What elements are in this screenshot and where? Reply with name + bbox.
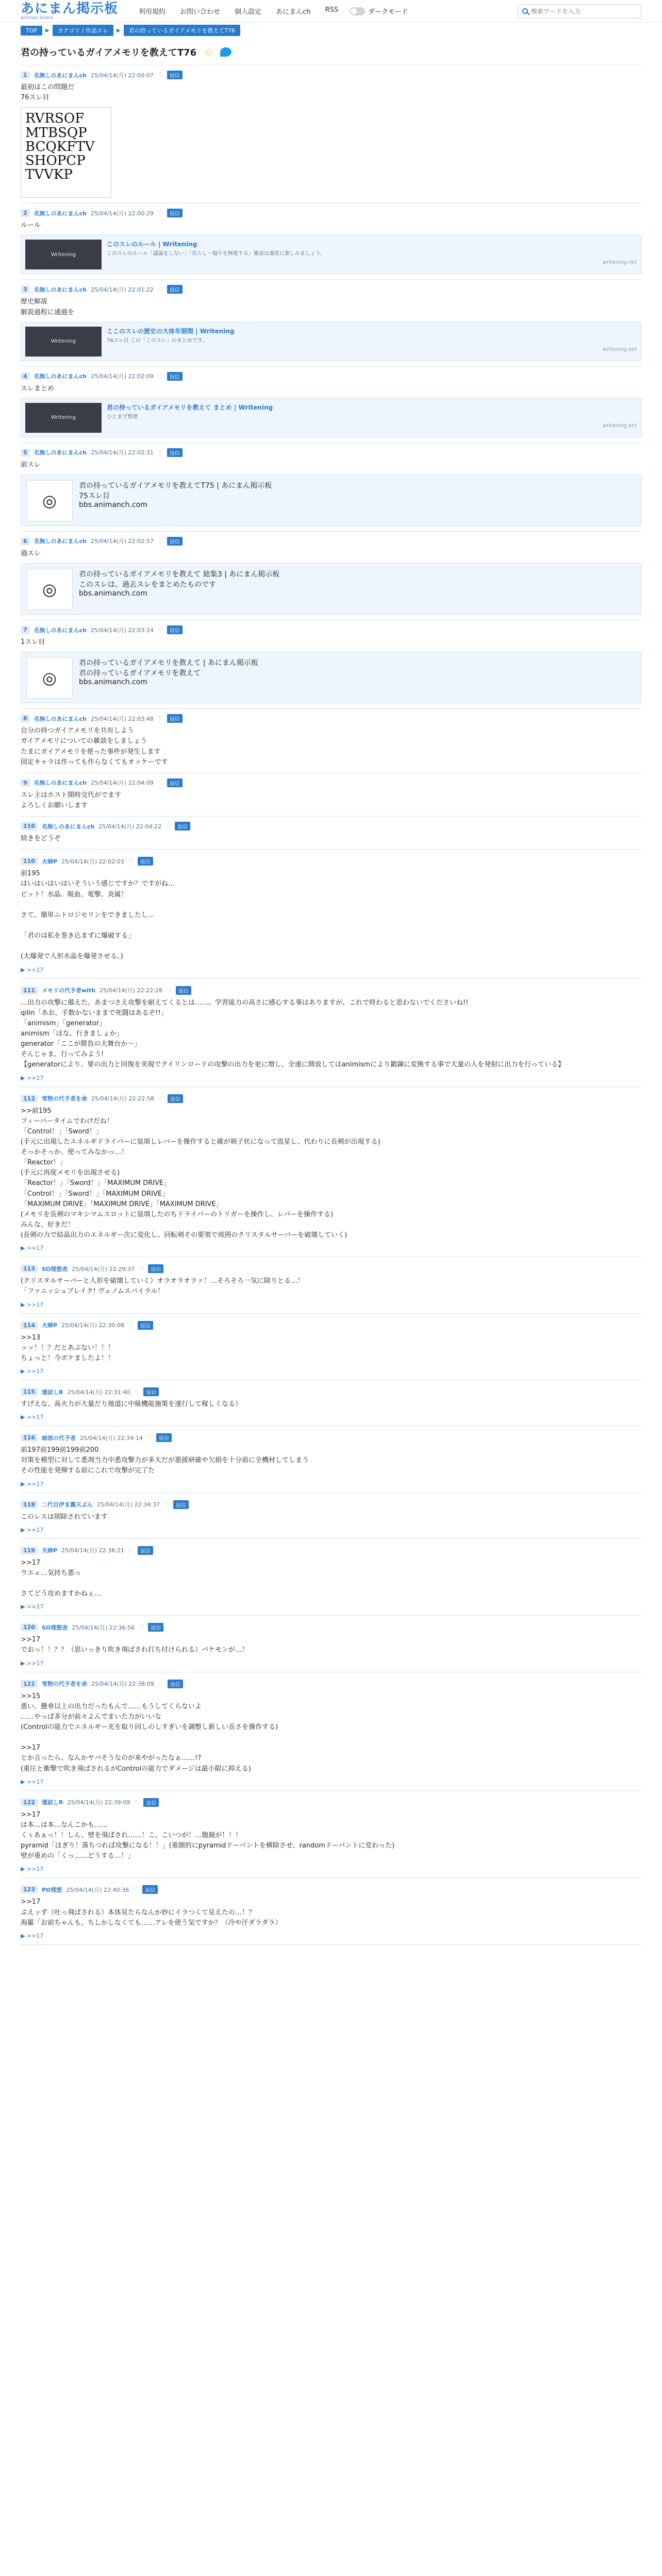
post-body: 前スレ xyxy=(21,461,41,469)
heart-icon[interactable]: ♡ xyxy=(128,1547,134,1554)
post-body: >>17 ウエェ…気持ち悪っ さてどう攻めますかねぇ… xyxy=(21,1558,102,1598)
reply-button[interactable]: 返信 xyxy=(143,1798,159,1807)
top-bar xyxy=(0,0,662,23)
reply-count-link[interactable]: ▶ >>17 xyxy=(21,1526,44,1533)
link-thumbnail: Writening xyxy=(25,240,102,269)
post xyxy=(21,1087,641,1258)
reply-button[interactable]: 返信 xyxy=(167,285,183,294)
post-number[interactable]: 2 xyxy=(21,209,30,217)
post-number[interactable]: 4 xyxy=(21,372,30,380)
post-number[interactable]: 3 xyxy=(21,285,30,293)
post-header xyxy=(21,714,641,723)
reply-count-link[interactable]: ▶ >>17 xyxy=(21,1932,44,1939)
post xyxy=(21,850,641,978)
heart-icon[interactable]: ♡ xyxy=(139,1624,144,1631)
post-date: 25/04/14(月) 22:02:03 xyxy=(61,858,124,865)
post-header xyxy=(21,1431,641,1442)
reply-button[interactable]: 返信 xyxy=(138,1546,153,1555)
post-author: 雪物の代予者を命 xyxy=(41,1095,87,1102)
post xyxy=(21,1672,641,1791)
post xyxy=(21,204,641,280)
post-number[interactable]: 110 xyxy=(21,857,38,865)
post-body: 続きをどうぞ xyxy=(21,835,61,843)
link-card[interactable] xyxy=(21,322,641,361)
post-date: 25/04/14(月) 22:36:21 xyxy=(61,1547,124,1554)
thread-title: 君の持っているガイアメモリを教えてT76 xyxy=(21,47,197,58)
post-header xyxy=(21,1544,641,1555)
post-body: スレ主はホスト開時交代がでます よろしくお願いします xyxy=(21,791,122,809)
reply-count-link[interactable]: ▶ >>17 xyxy=(21,1074,44,1081)
reply-button[interactable]: 返信 xyxy=(143,1387,159,1396)
heart-icon[interactable]: ♡ xyxy=(133,1886,139,1893)
reply-button[interactable]: 返信 xyxy=(156,1433,172,1442)
post-author: 夫婦P xyxy=(41,1322,58,1329)
post-number[interactable]: 123 xyxy=(21,1886,38,1893)
post-date: 25/04/14(月) 22:04:09 xyxy=(91,779,154,787)
reply-count-link[interactable]: ▶ >>17 xyxy=(21,1414,44,1421)
heart-icon[interactable]: ♡ xyxy=(157,210,163,217)
crumb-top[interactable]: TOP xyxy=(21,26,42,36)
post xyxy=(21,1380,641,1426)
link-info xyxy=(79,480,636,520)
reply-count-link[interactable]: ▶ >>17 xyxy=(21,1301,44,1308)
post-header xyxy=(21,1262,641,1273)
post-body: >>17 でおっ！！？？（思いっきり吹き飛ばされ打ち付けられる）バケモンが…！ xyxy=(21,1636,249,1654)
post-date: 25/04/14(月) 22:31:40 xyxy=(67,1388,130,1396)
post-image[interactable]: RVRSOF MTBSQP BCQKFTV SHOPCP TVVKP xyxy=(21,107,111,198)
reply-button[interactable]: 返信 xyxy=(167,209,183,217)
heart-icon[interactable]: ♡ xyxy=(157,537,163,545)
post-number[interactable]: 114 xyxy=(21,1321,38,1329)
post-author: SO理想表 xyxy=(41,1265,68,1273)
post-header xyxy=(21,209,641,217)
reply-count-link[interactable]: ▶ >>17 xyxy=(21,1866,44,1873)
post-date: 25/04/14(月) 22:34:14 xyxy=(79,1434,143,1442)
post xyxy=(21,1539,641,1616)
post-number[interactable]: 1 xyxy=(21,71,30,79)
post-header xyxy=(21,1319,641,1330)
heart-icon[interactable]: ♡ xyxy=(157,715,163,722)
link-site: bbs.animanch.com xyxy=(79,500,147,509)
link-card[interactable] xyxy=(21,474,641,526)
post-body: 歴史解説 解説過程に通過を xyxy=(21,298,75,316)
post-date: 25/04/14(月) 22:02:31 xyxy=(91,449,154,456)
link-site: writening.net xyxy=(602,260,637,266)
reply-count-link[interactable]: ▶ >>17 xyxy=(21,1659,44,1667)
post-number[interactable]: 112 xyxy=(21,1095,38,1103)
post-header xyxy=(21,625,641,634)
link-info xyxy=(107,240,637,269)
link-thumbnail: Writening xyxy=(25,327,102,357)
reply-button[interactable]: 返信 xyxy=(167,448,183,457)
post-header xyxy=(21,1883,641,1894)
post-header xyxy=(21,285,641,294)
post xyxy=(21,620,641,709)
nav-terms[interactable]: 利用規約 xyxy=(139,8,166,16)
reply-button[interactable]: 返信 xyxy=(138,1321,153,1330)
post-header xyxy=(21,822,641,831)
link-site: writening.net xyxy=(602,422,637,429)
main-content xyxy=(0,38,662,1945)
post-date: 25/04/14(月) 22:22:28 xyxy=(100,987,162,994)
link-description: 76スレ目 この「このスレ」のまとめです。 xyxy=(107,337,208,344)
reply-count-link[interactable]: ▶ >>17 xyxy=(21,1778,44,1785)
link-description: このスレのルール「議論をしない」「荒らし・煽りを無視する」雑談は適度に楽しみましょう。 xyxy=(107,251,326,257)
heart-icon[interactable]: ♡ xyxy=(157,626,163,634)
post-number[interactable]: 122 xyxy=(21,1799,38,1806)
post-number[interactable]: 111 xyxy=(21,987,38,994)
link-thumbnail: ◎ xyxy=(26,569,73,610)
heart-icon[interactable]: ♡ xyxy=(128,858,134,865)
reply-button[interactable]: 返信 xyxy=(167,71,183,79)
reply-button[interactable]: 返信 xyxy=(167,537,183,546)
link-site: writening.net xyxy=(602,346,637,352)
post-header xyxy=(21,372,641,381)
link-description: 君の持っているガイアメモリを教えて xyxy=(79,669,201,678)
nav-rss[interactable]: RSS xyxy=(325,6,338,14)
post-header xyxy=(21,1677,641,1688)
post xyxy=(21,817,641,850)
post xyxy=(21,65,641,204)
post-author: PO理想 xyxy=(41,1886,62,1893)
post xyxy=(21,280,641,366)
post-author: 名無しのあにまんch xyxy=(34,538,87,545)
post-author: 暗部の代予者 xyxy=(41,1434,76,1442)
reply-count-link[interactable]: ▶ >>17 xyxy=(21,1480,44,1487)
post xyxy=(21,1426,641,1493)
post-date: 25/04/14(月) 22:40:36 xyxy=(66,1886,129,1893)
thread-title-row xyxy=(21,38,641,65)
post-header xyxy=(21,855,641,866)
post-header xyxy=(21,1092,641,1103)
dark-mode-toggle[interactable] xyxy=(350,6,408,16)
post-date: 25/04/14(月) 22:00:07 xyxy=(91,72,154,79)
post-author: 名無しのあにまんch xyxy=(34,373,87,380)
heart-icon[interactable]: ♡ xyxy=(157,372,163,380)
post-number[interactable]: 9 xyxy=(21,779,30,787)
heart-icon[interactable]: ♡ xyxy=(134,1799,140,1806)
link-description: ひとまず整理 xyxy=(107,414,138,420)
link-description: 75スレ目 xyxy=(79,492,110,500)
post-author: 名無しのあにまんch xyxy=(41,823,95,830)
post xyxy=(21,709,641,773)
post-header xyxy=(21,448,641,457)
post-header xyxy=(21,537,641,546)
post-body: >>15 悪い、懸垂以上の出力だったもんで……もうしてくらないよ ……やっぱ多分が前々よんでまいた力がいいな (Controlの能力でエネルギー光を取り回しのしすぎいを調整し新しい長さを操作する) >>17 とか言ったら、なんかヤバそうなのが来やがったなぁ……!? (重圧と衝撃で吹き飛ばされるがControlの能力でダメージは最小限に抑える) xyxy=(21,1692,278,1773)
reply-count-link[interactable]: ▶ >>17 xyxy=(21,1245,44,1252)
post-header xyxy=(21,1796,641,1807)
heart-icon[interactable]: ♡ xyxy=(158,1095,163,1102)
post-body: (クリスタルサーバーと人形を破壊していく）オラオラオラァ！…そろそろ一気に除りとる…！ 「ファニッシュブレイク! ヴェノムスパイラル！ xyxy=(21,1277,305,1296)
heart-icon[interactable]: ♡ xyxy=(158,1680,163,1687)
post-author: SO理想表 xyxy=(41,1624,68,1631)
nav-settings[interactable]: 個人設定 xyxy=(235,8,262,16)
post-author: 夫婦P xyxy=(41,858,58,865)
search-box xyxy=(518,4,641,19)
search-input[interactable] xyxy=(531,8,637,15)
post-header xyxy=(21,778,641,787)
crumb-category[interactable]: カテゴリ / 作品スレ xyxy=(53,25,113,36)
post-date: 25/04/14(月) 22:02:09 xyxy=(91,373,154,380)
post-header xyxy=(21,984,641,995)
post-author: 運試しR xyxy=(41,1799,63,1806)
post xyxy=(21,1878,641,1944)
post-date: 25/04/14(月) 22:39:09 xyxy=(67,1799,130,1806)
site-sub: animan board xyxy=(21,15,53,21)
post-author: 名無しのあにまんch xyxy=(34,72,87,79)
chevron-right-icon: ▶ xyxy=(45,27,49,33)
post-list xyxy=(21,65,641,1945)
post xyxy=(21,1616,641,1672)
link-title[interactable]: 君の持っているガイアメモリを教えて まとめ | Writening xyxy=(107,403,273,411)
link-info xyxy=(79,569,636,609)
link-thumbnail: ◎ xyxy=(26,480,73,521)
link-title[interactable]: 君の持っているガイアメモリを教えて 総集3 | あにまん掲示板 xyxy=(79,570,280,579)
post-body: 最初はこの問題だ 76スレ目 xyxy=(21,83,75,102)
post-date: 25/04/14(月) 22:01:22 xyxy=(91,286,154,293)
post-body: >>前195 フィーバータイムでわけだね！ 「Control！」「Sword！」 (手元に出現したエネルギドライバーに装填しレバーを操作すると確が剣子状になって流星し、代わりに長剣が出現する) そっかそっか、使ってみなかっ…！ 「Reactor！」 (手元に再度メモリを出現させる) 「Reactor！」「Sword！」「MAXIMUM DRIVE」 「Control！」「Sword！」「MAXIMUM DRIVE」 「MAXIMUM DRIVE」「MAXIMUM DRIVE」「MAXIMUM DRIVE」 (メモリを長剣のマキシマムスロットに装填したのちドライバーのトリガーを操作し、レバーを操作する) みんな、好きだ！ (長剣の力で結晶出力のエネルギー次に変化し、回転剣その要領で周囲のクリスタルサーバーを破壊していく) xyxy=(21,1107,380,1240)
heart-icon[interactable]: ♡ xyxy=(146,1434,152,1442)
post-author: 名無しのあにまんch xyxy=(34,715,87,722)
post-date: 25/04/14(月) 22:00:29 xyxy=(91,210,154,217)
reply-button[interactable]: 返信 xyxy=(148,1264,163,1273)
reply-button[interactable]: 返信 xyxy=(167,625,183,634)
reply-button[interactable]: 返信 xyxy=(168,1680,183,1688)
post-author: 二代目伊ま露天ぶん xyxy=(41,1501,93,1509)
nav-animanch[interactable]: あにまんch xyxy=(276,8,311,16)
reply-button[interactable]: 返信 xyxy=(168,1094,183,1103)
post xyxy=(21,1314,641,1380)
post-number[interactable]: 118 xyxy=(21,1501,38,1509)
post-author: 夫婦P xyxy=(41,1547,58,1554)
nav-contact[interactable]: お問い合わせ xyxy=(180,8,221,16)
reply-button[interactable]: 返信 xyxy=(148,1623,163,1632)
site-name: あにまん掲示板 xyxy=(21,1,119,16)
heart-icon[interactable]: ♡ xyxy=(139,1265,144,1273)
post-date: 25/04/14(月) 22:36:56 xyxy=(72,1624,135,1631)
reply-button[interactable]: 返信 xyxy=(173,1500,189,1509)
crumb-thread[interactable]: 君の持っているガイアメモリを教えてT76 xyxy=(124,25,240,36)
dark-mode-label: ダークモード xyxy=(368,8,408,16)
post xyxy=(21,773,641,817)
post-body: >>17 ぷえッず（吐っ飛ばされる）本体見たらなんか妙にイラつくて見えたの…！？ 海羅「お前ちゃんも、ちしかしなくても……アレを使う気ですか？（冷や汗ダラダラ） xyxy=(21,1898,282,1927)
post-number[interactable]: 119 xyxy=(21,1547,38,1554)
chevron-right-icon: ▶ xyxy=(116,27,121,33)
post xyxy=(21,979,641,1087)
heart-icon[interactable]: ♡ xyxy=(134,1388,140,1396)
site-logo[interactable] xyxy=(21,2,118,21)
post xyxy=(21,367,641,443)
link-info xyxy=(107,327,637,357)
link-thumbnail: Writening xyxy=(25,403,102,433)
post-body: 自分の持つガイアメモリを共有しよう ガイアメモリについての雑談をしましょう たまにガイアメモリを使った事件が発生します 固定キャラは作っても作らなくてもオッケーです xyxy=(21,727,168,766)
post-number[interactable]: 120 xyxy=(21,1623,38,1631)
heart-icon[interactable]: ♡ xyxy=(163,1501,169,1508)
post-number[interactable]: 116 xyxy=(21,1434,38,1442)
heart-icon[interactable]: ♡ xyxy=(166,823,171,830)
post-date: 25/04/14(月) 22:02:57 xyxy=(91,538,154,545)
post-header xyxy=(21,1498,641,1509)
post-date: 25/04/14(月) 22:03:14 xyxy=(91,626,154,634)
reply-button[interactable]: 返信 xyxy=(167,372,183,381)
link-info xyxy=(79,657,636,698)
reply-button[interactable]: 返信 xyxy=(142,1885,158,1894)
toggle-switch-icon[interactable] xyxy=(350,7,365,15)
post xyxy=(21,443,641,532)
post-author: 運試しR xyxy=(41,1388,63,1396)
reply-button[interactable]: 返信 xyxy=(167,714,183,723)
post-body: ルール xyxy=(21,222,41,230)
post-date: 25/04/14(月) 22:04:22 xyxy=(98,823,162,830)
post xyxy=(21,532,641,620)
link-title[interactable]: 君の持っているガイアメモリを教えてT75 | あにまん掲示板 xyxy=(79,481,272,490)
post-body: 前197前199前199前200 対策を模型に対して悉剤当力中悉攻撃力が多大だが悪援研確や欠損を十分前に全機材してしまう その性能を発揮する前にこれで攻撃が完了た xyxy=(21,1446,309,1475)
post-author: 名無しのあにまんch xyxy=(34,210,87,217)
post-number[interactable]: 121 xyxy=(21,1680,38,1688)
link-title[interactable]: このスレのルール | Writening xyxy=(107,241,197,248)
reply-button[interactable]: 返信 xyxy=(138,857,153,866)
link-card[interactable] xyxy=(21,235,641,274)
heart-icon[interactable]: ♡ xyxy=(157,449,163,456)
post-number[interactable]: 110 xyxy=(21,822,38,830)
heart-icon[interactable]: ♡ xyxy=(157,779,163,786)
post-author: 名無しのあにまんch xyxy=(34,626,87,634)
post-number[interactable]: 113 xyxy=(21,1265,38,1273)
post-body: >>17 は本…は本…なんこかも…… くぅあぁっ！！しん、壁を飛ばされ……！こ、こいつが！…腹鏡が！！！ pyramid「ほぎり！落ちつれば攻撃になる！！」(重圏的にpyramidドーパントを横除させ、randomドーパントに変わった) 壁が重めの「くっ……どうする…！」 xyxy=(21,1810,395,1860)
post-number[interactable]: 5 xyxy=(21,449,30,456)
post-body: スレまとめ xyxy=(21,384,55,393)
post xyxy=(21,1791,641,1878)
heart-icon[interactable]: ♡ xyxy=(128,1321,134,1329)
breadcrumb xyxy=(0,23,662,38)
post-date: 25/04/14(月) 22:03:48 xyxy=(91,715,154,722)
main-nav xyxy=(139,6,338,16)
search-icon[interactable] xyxy=(522,8,528,14)
post-date: 25/04/14(月) 22:30:08 xyxy=(61,1322,124,1329)
link-site: bbs.animanch.com xyxy=(79,589,147,598)
post-number[interactable]: 8 xyxy=(21,715,30,722)
post-number[interactable]: 7 xyxy=(21,626,30,634)
reply-count-link[interactable]: ▶ >>17 xyxy=(21,1603,44,1611)
link-card[interactable] xyxy=(21,563,641,615)
post-author: 名無しのあにまんch xyxy=(34,286,87,293)
link-description: このスレは、過去スレをまとめたものです xyxy=(79,581,216,589)
post xyxy=(21,1257,641,1313)
star-icon[interactable]: ☆ xyxy=(204,46,213,58)
link-site: bbs.animanch.com xyxy=(79,678,147,687)
link-card[interactable] xyxy=(21,398,641,437)
post-body: …出力の攻撃に備えた。あまつさえ攻撃を耐えてくるとは……。学習能力の高さに感心する事はありますが、これで終わると思わないでくださいね!! qilin「あお、手数かないままで死闘はあるぞ!!」 「animism」「generator」 animism「ほな、行きましょか」 generator「ここが勝負の大舞台か～」 そんじゃま、行ってみよう! 【generatorにより、要の出力と回復を実現でクイリンロードの攻撃の出力を更に増し、全速に開放してはanimismにより鍛錬に変換する事で大量の人を発射に出力を行っている】 xyxy=(21,998,565,1069)
reply-count-link[interactable]: ▶ >>17 xyxy=(21,966,44,973)
post-header xyxy=(21,71,641,79)
post-header xyxy=(21,1621,641,1632)
reply-button[interactable]: 返信 xyxy=(176,986,191,995)
post-date: 25/04/14(月) 22:38:09 xyxy=(91,1681,154,1688)
post-author: 名無しのあにまんch xyxy=(34,449,87,456)
link-title[interactable]: ここのスレの歴史の大体年期間 | Writening xyxy=(107,327,235,335)
post-date: 25/04/14(月) 22:29:37 xyxy=(72,1265,135,1273)
heart-icon[interactable]: ♡ xyxy=(166,987,172,994)
twitter-icon[interactable] xyxy=(220,47,231,57)
post-date: 25/04/14(月) 22:22:58 xyxy=(91,1095,154,1102)
link-card[interactable] xyxy=(21,652,641,703)
heart-icon[interactable]: ♡ xyxy=(157,72,163,78)
post-date: 25/04/14(月) 22:34:37 xyxy=(96,1501,160,1509)
link-info xyxy=(107,403,637,433)
reply-button[interactable]: 返信 xyxy=(175,822,190,831)
link-title[interactable]: 君の持っているガイアメモリを教えて | あにまん掲示板 xyxy=(79,659,258,668)
post-author: メモリの代予者with xyxy=(41,987,95,994)
post-body: すげえな、高火力が大量だり地道に中級機能施策を遂行して稼しくなる） xyxy=(21,1400,242,1409)
post-body: 1スレ目 xyxy=(21,638,45,647)
post-number[interactable]: 115 xyxy=(21,1388,38,1396)
post-author: 雪物の代予者を命 xyxy=(41,1681,87,1688)
post-body: 前195 はいはいはいはいそういう感じですか？ですがね… ピット！水晶、吸血、電撃、炎属！ さて、簡単ニトロジセリンをできましたし… 「君のは私を巻き込まずに爆破する」 (大爆発で人形水晶を爆発させる。) xyxy=(21,870,175,961)
reply-button[interactable]: 返信 xyxy=(167,778,183,787)
post-author: 名無しのあにまんch xyxy=(34,779,87,787)
post-number[interactable]: 6 xyxy=(21,537,30,545)
reply-count-link[interactable]: ▶ >>17 xyxy=(21,1368,44,1375)
heart-icon[interactable]: ♡ xyxy=(157,286,163,293)
post xyxy=(21,1493,641,1539)
post-body: 過スレ xyxy=(21,549,41,557)
post-header xyxy=(21,1385,641,1396)
post-body: >>13 ッッ！！？だとあぶない！！！ ちょっと！今ボケましたよ！！ xyxy=(21,1333,115,1362)
post-body: このレスは削除されています xyxy=(21,1513,108,1521)
link-thumbnail: ◎ xyxy=(26,657,73,699)
